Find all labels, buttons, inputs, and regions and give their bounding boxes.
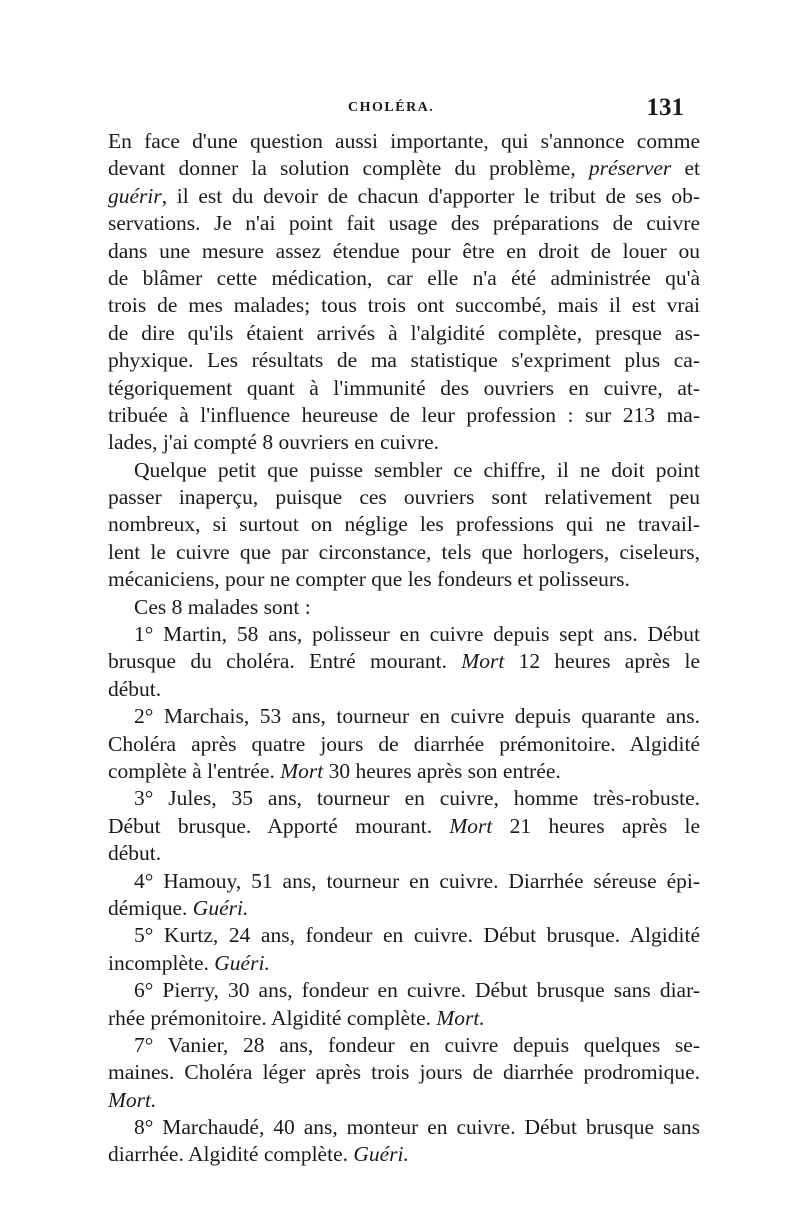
text-run: 7° Vanier, 28 ans, fondeur en cuivre depuis quelques se- [134,1032,700,1057]
text-run: tégoriquement quant à l'immunité des ouvriers en cuivre, at- [108,375,700,400]
text-run: 4° Hamouy, 51 ans, tourneur en cuivre. Diarrhée séreuse épi- [134,868,700,893]
italic-text: Mort [461,649,505,674]
italic-text: préserver [588,156,672,181]
italic-text: Guéri. [353,1142,409,1167]
text-line [108,238,700,265]
text-line [108,292,700,319]
text-run: Choléra après quatre jours de diarrhée prémonitoire. Algidité [108,731,700,756]
text-run: lent le cuivre que par circonstance, tels que horlogers, ciseleurs, [108,539,700,564]
text-run: de dire qu'ils étaient arrivés à l'algidité complète, presque as- [108,320,700,345]
text-run: Ces 8 malades sont : [134,594,311,619]
text-line [108,347,700,374]
text-line [108,868,700,895]
text-run: début. [108,676,162,701]
text-line [108,648,700,675]
text-line [108,210,700,237]
text-line [108,676,700,703]
text-run: servations. Je n'ai point fait usage des préparations de cuivre [108,211,700,236]
text-line [108,1032,700,1059]
italic-text: Mort [280,758,324,783]
italic-text: Guéri. [192,895,249,920]
text-run: trois de mes malades; tous trois ont succombé, mais il est vrai [108,293,700,318]
italic-text: Mort. [108,1087,157,1112]
italic-text: guérir [108,183,162,208]
text-line [108,128,700,155]
text-line [108,265,700,292]
text-run: 21 heures après le [492,813,700,838]
italic-text: Mort. [436,1005,485,1030]
text-run: dans une mesure assez étendue pour être en droit de louer ou [108,238,700,263]
text-line [108,566,700,593]
text-run: complète à l'entrée. [108,758,281,783]
text-line [108,402,700,429]
text-run: phyxique. Les résultats de ma statistique s'expriment plus ca- [108,348,700,373]
text-line [108,1059,700,1086]
running-title: CHOLÉRA. [348,100,435,115]
text-run: 2° Marchais, 53 ans, tourneur en cuivre depuis quarante ans. [134,704,700,729]
text-line [108,511,700,538]
text-run: 5° Kurtz, 24 ans, fondeur en cuivre. Début brusque. Algidité [134,923,700,948]
text-run: , il est du devoir de chacun d'apporter le tribut de ses ob- [161,183,700,208]
text-run: tribuée à l'influence heureuse de leur profession : sur 213 ma- [108,402,700,427]
text-line [108,375,700,402]
text-run: maines. Choléra léger après trois jours de diarrhée prodromique. [108,1060,700,1085]
text-run: 8° Marchaudé, 40 ans, monteur en cuivre. Début brusque sans [134,1115,700,1140]
text-line [108,1114,700,1141]
text-run: Quelque petit que puisse sembler ce chiffre, il ne doit point [134,457,700,482]
text-line [108,183,700,210]
text-line [108,594,700,621]
text-run: 12 heures après le [504,649,700,674]
running-head [108,94,684,128]
text-line [108,785,700,812]
italic-text: Guéri. [214,950,270,975]
text-run: 30 heures après son entrée. [323,758,561,783]
text-run: rhée prémonitoire. Algidité complète. [108,1005,437,1030]
text-line [108,539,700,566]
text-line [108,703,700,730]
text-run: 6° Pierry, 30 ans, fondeur en cuivre. Début brusque sans diar- [134,978,700,1003]
text-run: lades, j'ai compté 8 ouvriers en cuivre. [108,430,440,455]
text-line [108,320,700,347]
text-run: démique. [108,895,193,920]
body-text [108,128,700,1169]
text-run: début. [108,841,162,866]
text-line [108,1141,700,1168]
text-run: incomplète. [108,950,215,975]
text-line [108,155,700,182]
text-run: brusque du choléra. Entré mourant. [108,649,462,674]
text-line [108,429,700,456]
text-line [108,457,700,484]
text-line [108,1087,700,1114]
italic-text: Mort [449,813,493,838]
text-line [108,484,700,511]
text-line [108,977,700,1004]
text-run: mécaniciens, pour ne compter que les fondeurs et polisseurs. [108,567,630,592]
text-run: nombreux, si surtout on néglige les professions qui ne travail- [108,512,700,537]
text-run: et [671,156,700,181]
text-line [108,731,700,758]
text-line [108,813,700,840]
text-line [108,758,700,785]
text-line [108,621,700,648]
text-run: de blâmer cette médication, car elle n'a été administrée qu'à [108,265,700,290]
text-run: devant donner la solution complète du problème, [108,156,589,181]
text-line [108,840,700,867]
text-run: diarrhée. Algidité complète. [108,1142,354,1167]
text-run: Début brusque. Apporté mourant. [108,813,450,838]
text-line [108,922,700,949]
text-run: 3° Jules, 35 ans, tourneur en cuivre, homme très-robuste. [134,786,700,811]
text-line [108,895,700,922]
text-run: passer inaperçu, puisque ces ouvriers sont relativement peu [108,485,700,510]
text-run: 1° Martin, 58 ans, polisseur en cuivre depuis sept ans. Début [134,622,700,647]
text-line [108,1005,700,1032]
text-line [108,950,700,977]
page-number: 131 [646,94,684,121]
text-run: En face d'une question aussi importante, qui s'annonce comme [108,129,700,153]
